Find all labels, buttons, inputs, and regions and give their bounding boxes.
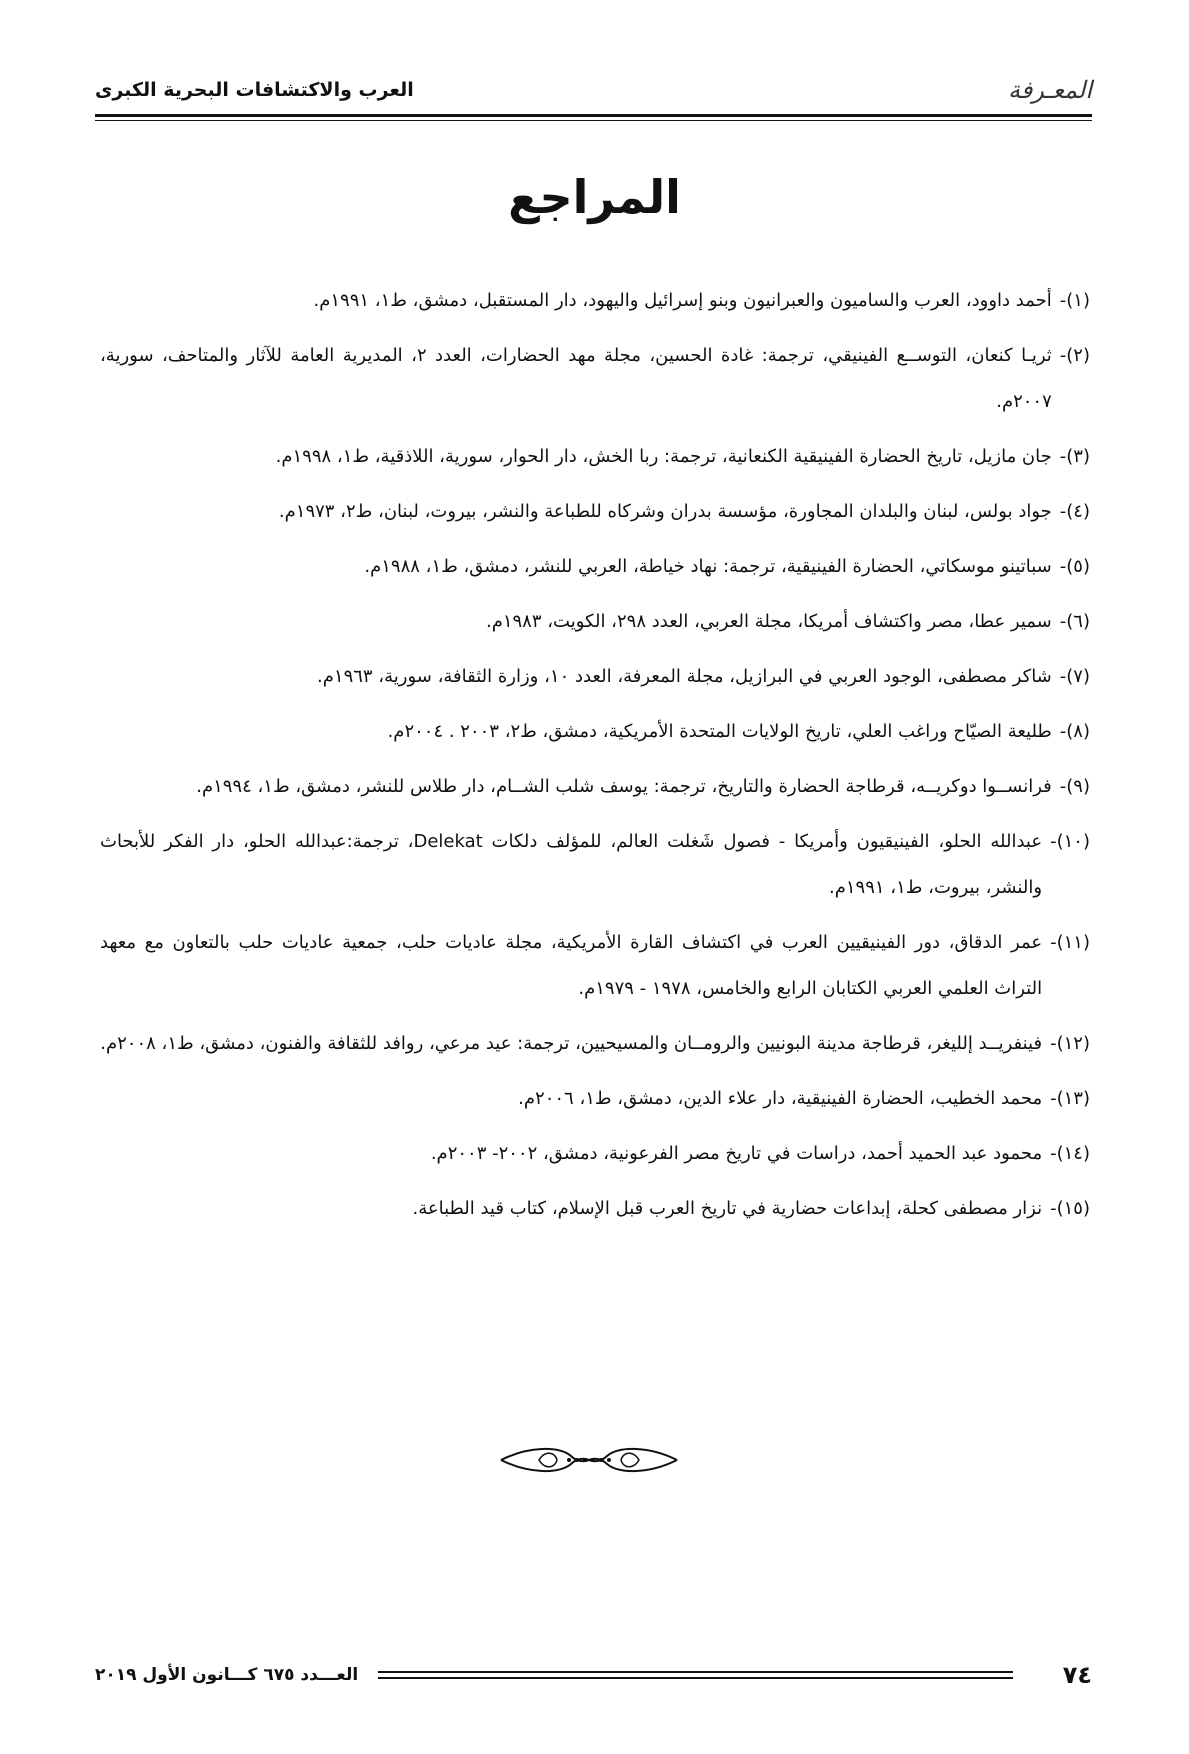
ornament-divider [499,1440,679,1480]
reference-text: شاكر مصطفى، الوجود العربي في البرازيل، مجلة المعرفة، العدد ١٠، وزارة الثقافة، سورية، ١٩٦٣م. [317,666,1052,687]
reference-text: فينفريــد إلليغر، قرطاجة مدينة البونيين والرومــان والمسيحيين، ترجمة: عيد مرعي، روافد للثقافة والفنون، دمشق، ط١، ٢٠٠٨م. [100,1033,1043,1054]
reference-text: أحمد داوود، العرب والساميون والعبرانيون وبنو إسرائيل واليهود، دار المستقبل، دمشق، ط١، ١٩٩١م. [313,290,1052,311]
reference-number: (١٠)- [1050,831,1090,852]
issue-info: العـــدد ٦٧٥ كـــانون الأول ٢٠١٩ [95,1665,359,1685]
reference-item [100,654,1090,700]
reference-item [100,489,1090,535]
reference-item [100,920,1090,1012]
reference-number: (٢)- [1059,345,1090,366]
reference-text: طليعة الصيّاح وراغب العلي، تاريخ الولايات المتحدة الأمريكية، دمشق، ط٢، ٢٠٠٣ . ٢٠٠٤م. [387,721,1052,742]
reference-text: عبدالله الحلو، الفينيقيون وأمريكا - فصول شَغلت العالم، للمؤلف دلكات Delekat، ترجمة:عبدالله الحلو، دار الفكر للأبحاث والنشر، بيروت، ط١، ١٩٩١م. [100,831,1043,898]
reference-item [100,819,1090,911]
reference-number: (١٥)- [1050,1198,1090,1219]
reference-item [100,1131,1090,1177]
reference-number: (١٣)- [1050,1088,1090,1109]
reference-text: جواد بولس، لبنان والبلدان المجاورة، مؤسسة بدران وشركاه للطباعة والنشر، بيروت، لبنان، ط٢، ١٩٧٣م. [278,501,1052,522]
reference-number: (١٢)- [1050,1033,1090,1054]
footer-divider [378,1671,1013,1679]
reference-item [100,1021,1090,1067]
reference-number: (١١)- [1050,932,1090,953]
reference-item [100,544,1090,590]
reference-text: عمر الدقاق، دور الفينيقيين العرب في اكتشاف القارة الأمريكية، مجلة عاديات حلب، جمعية عاديات حلب بالتعاون مع معهد التراث العلمي العربي الكتابان الرابع والخامس، ١٩٧٨ - ١٩٧٩م. [100,932,1043,999]
reference-text: محمد الخطيب، الحضارة الفينيقية، دار علاء الدين، دمشق، ط١، ٢٠٠٦م. [518,1088,1043,1109]
header-divider [95,114,1092,117]
reference-item [100,599,1090,645]
reference-number: (٣)- [1059,446,1090,467]
reference-text: فرانســوا دوكريــه، قرطاجة الحضارة والتاريخ، ترجمة: يوسف شلب الشــام، دار طلاس للنشر، دمشق، ط١، ١٩٩٤م. [196,776,1052,797]
reference-number: (٧)- [1059,666,1090,687]
reference-number: (٥)- [1059,556,1090,577]
reference-number: (٩)- [1059,776,1090,797]
reference-item [100,1186,1090,1232]
reference-text: محمود عبد الحميد أحمد، دراسات في تاريخ مصر الفرعونية، دمشق، ٢٠٠٢- ٢٠٠٣م. [430,1143,1043,1164]
reference-number: (١٤)- [1050,1143,1090,1164]
reference-number: (٨)- [1059,721,1090,742]
reference-number: (٤)- [1059,501,1090,522]
reference-text: جان مازيل، تاريخ الحضارة الفينيقية الكنعانية، ترجمة: ربا الخش، دار الحوار، سورية، اللاذقية، ط١، ١٩٩٨م. [275,446,1052,467]
reference-number: (٦)- [1059,611,1090,632]
reference-text: سمير عطا، مصر واكتشاف أمريكا، مجلة العربي، العدد ٢٩٨، الكويت، ١٩٨٣م. [485,611,1052,632]
header-divider-thin [95,120,1092,121]
reference-text: سباتينو موسكاتي، الحضارة الفينيقية، ترجمة: نهاد خياطة، العربي للنشر، دمشق، ط١، ١٩٨٨م. [364,556,1052,577]
page-title: المراجع [508,170,681,224]
reference-item [100,709,1090,755]
reference-item [100,1076,1090,1122]
page-footer [95,1655,1092,1695]
magazine-logo: المعـرفة [1007,76,1092,104]
reference-item [100,434,1090,480]
page-number: ٧٤ [1062,1661,1092,1689]
reference-item [100,278,1090,324]
references-list [100,278,1090,1241]
reference-item [100,333,1090,425]
reference-text: نزار مصطفى كحلة، إبداعات حضارية في تاريخ العرب قبل الإسلام، كتاب قيد الطباعة. [412,1198,1043,1219]
reference-item [100,764,1090,810]
page-header [95,70,1092,110]
running-title: العرب والاكتشافات البحرية الكبرى [95,79,414,101]
reference-text: ثريـا كنعان، التوســع الفينيقي، ترجمة: غادة الحسين، مجلة مهد الحضارات، العدد ٢، المديرية العامة للآثار والمتاحف، سورية، ٢٠٠٧م. [100,345,1052,412]
reference-number: (١)- [1059,290,1090,311]
